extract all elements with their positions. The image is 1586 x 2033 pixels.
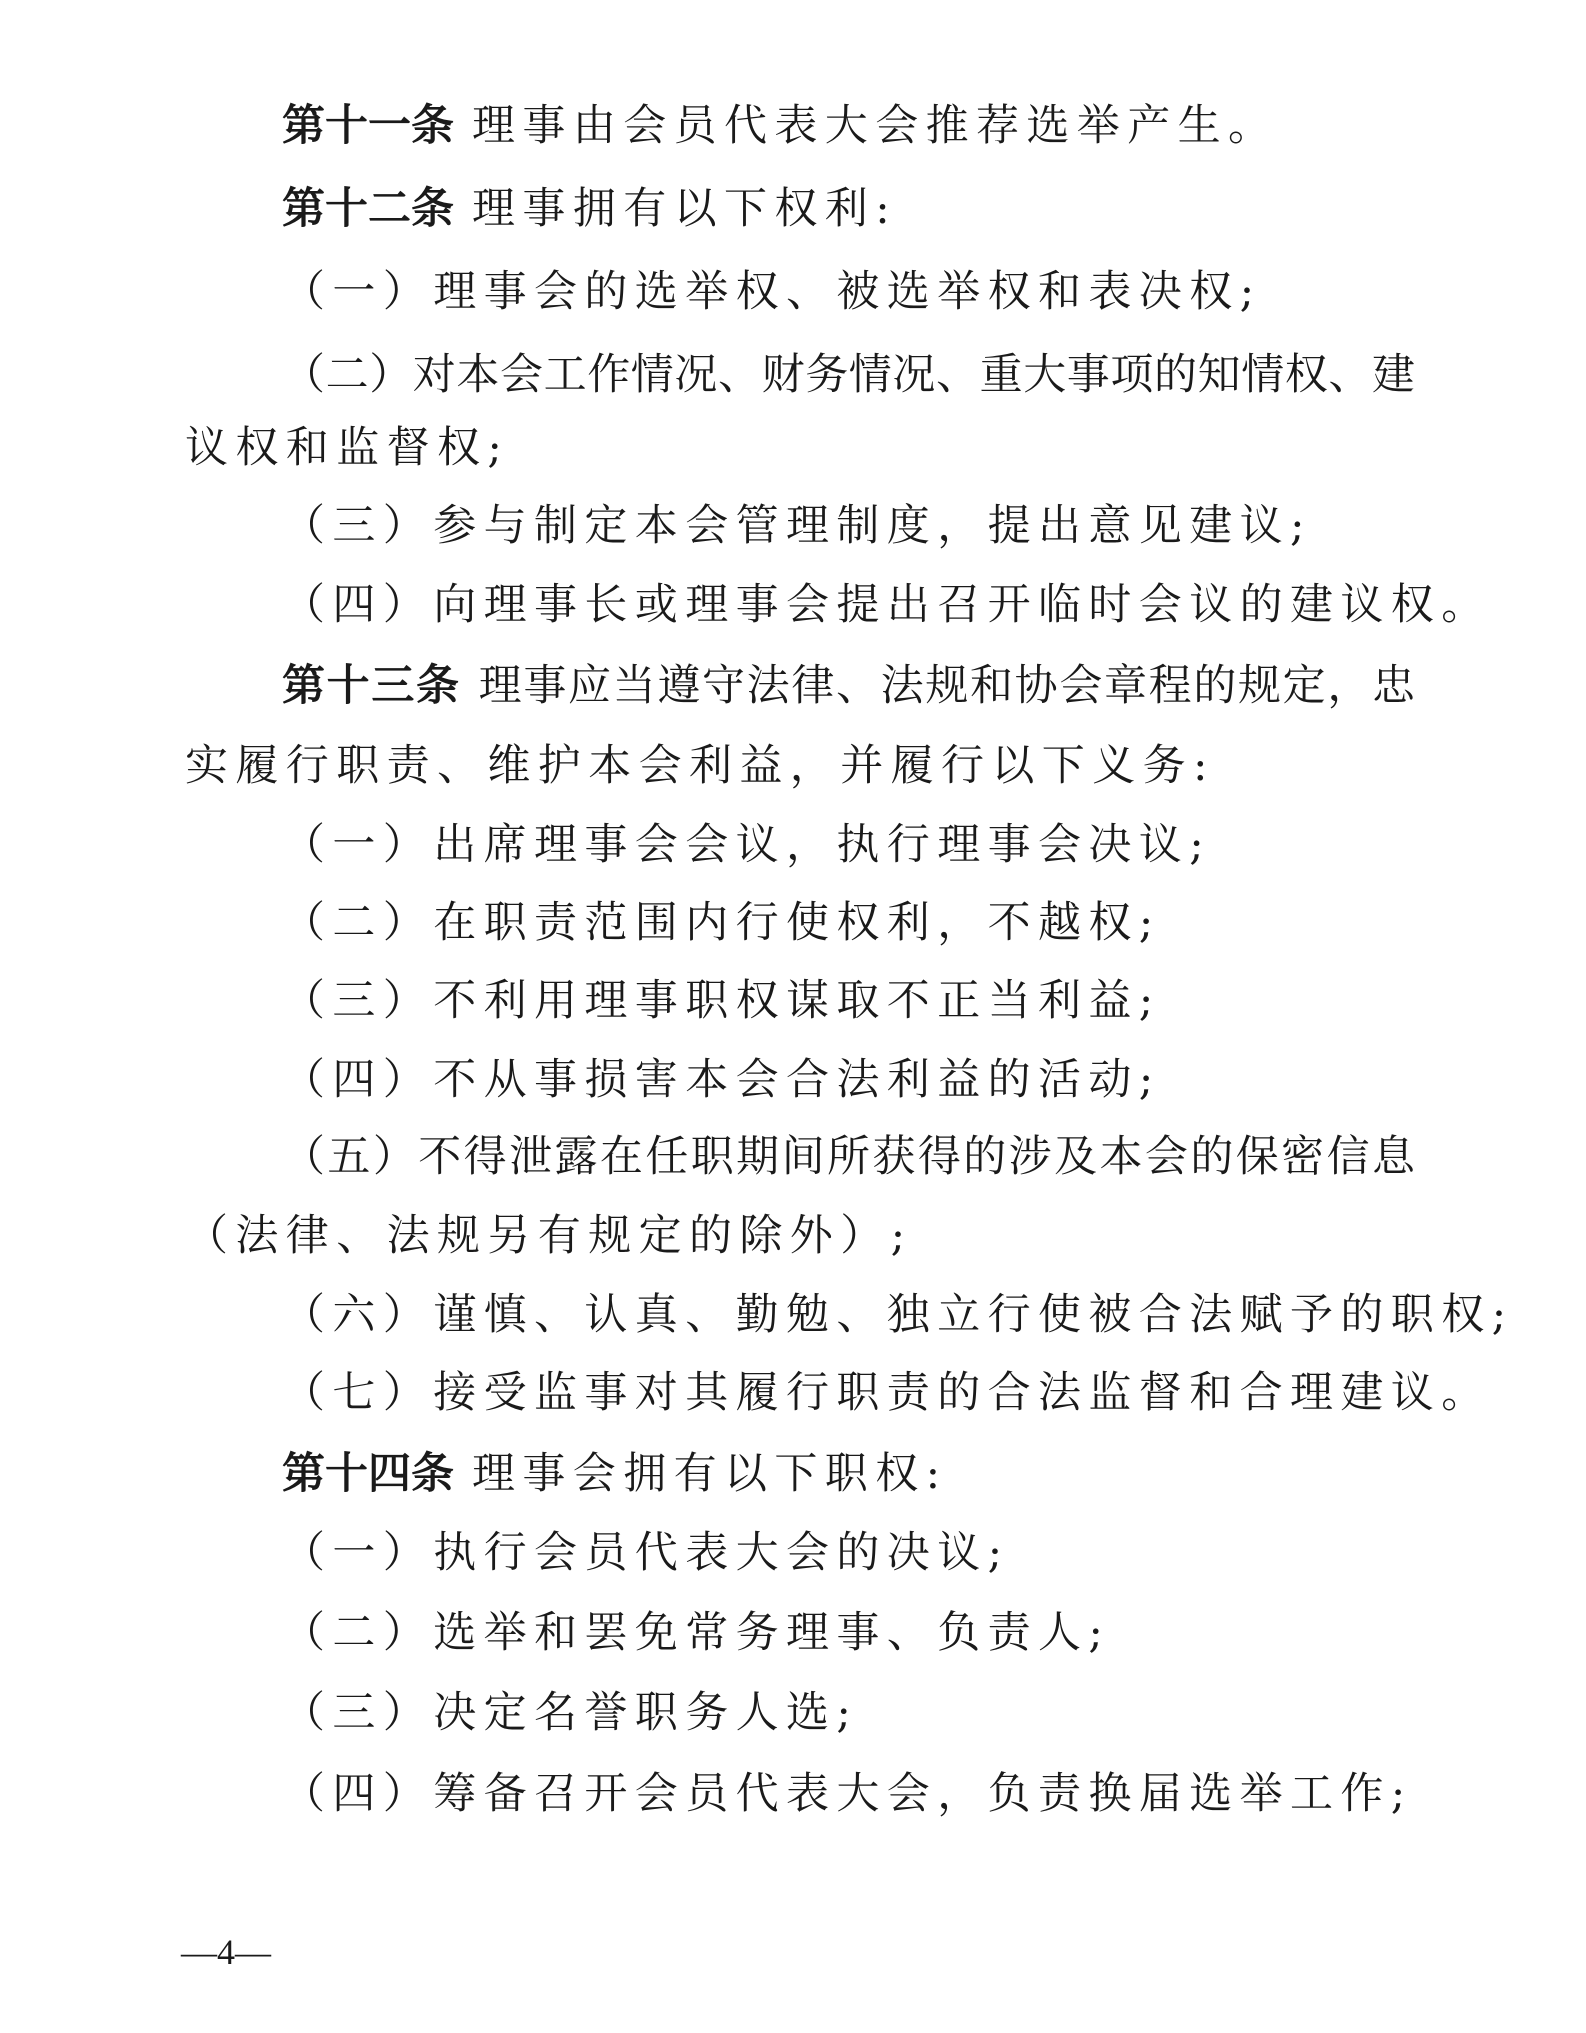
article-13 [282, 660, 1415, 712]
article-12-text: 理事拥有以下权利: [472, 184, 898, 234]
article-13-item-5-continuation: （法律、法规另有规定的除外）; [185, 1211, 913, 1261]
article-12-item-4: （四）向理事长或理事会提出召开临时会议的建议权。 [282, 580, 1492, 630]
article-13-heading: 第十三条 [282, 661, 461, 711]
page-number: —4— [181, 1932, 271, 1972]
article-12-item-1: （一）理事会的选举权、被选举权和表决权; [282, 267, 1262, 317]
article-13-continuation: 实履行职责、维护本会利益，并履行以下义务: [185, 741, 1215, 791]
article-13-item-4: （四）不从事损害本会合法利益的活动; [282, 1055, 1161, 1105]
article-11-text: 理事由会员代表大会推荐选举产生。 [472, 101, 1279, 151]
article-12-item-2: （二）对本会工作情况、财务情况、重大事项的知情权、建 [282, 350, 1415, 400]
article-14-item-1: （一）执行会员代表大会的决议; [282, 1528, 1010, 1578]
article-14-item-4: （四）筹备召开会员代表大会，负责换届选举工作; [282, 1769, 1413, 1819]
article-13-item-2: （二）在职责范围内行使权利，不越权; [282, 898, 1161, 948]
article-11 [282, 100, 1415, 152]
article-14-item-2: （二）选举和罢免常务理事、负责人; [282, 1608, 1111, 1658]
article-11-heading: 第十一条 [282, 101, 454, 151]
article-12-heading: 第十二条 [282, 184, 454, 234]
article-13-item-7: （七）接受监事对其履行职责的合法监督和合理建议。 [282, 1368, 1492, 1418]
article-14-text: 理事会拥有以下职权: [472, 1449, 948, 1499]
article-13-item-1: （一）出席理事会会议，执行理事会决议; [282, 820, 1212, 870]
article-14 [282, 1448, 1415, 1500]
article-13-item-5: （五）不得泄露在任职期间所获得的涉及本会的保密信息 [282, 1132, 1415, 1182]
article-14-heading: 第十四条 [282, 1449, 454, 1499]
article-13-text: 理事应当遵守法律、法规和协会章程的规定，忠 [478, 661, 1416, 711]
article-12-item-2-continuation: 议权和监督权; [185, 423, 510, 473]
article-14-item-3: （三）决定名誉职务人选; [282, 1688, 859, 1738]
article-13-item-6: （六）谨慎、认真、勤勉、独立行使被合法赋予的职权; [282, 1290, 1514, 1340]
article-12-item-3: （三）参与制定本会管理制度，提出意见建议; [282, 501, 1312, 551]
article-12 [282, 183, 1415, 235]
article-13-item-3: （三）不利用理事职权谋取不正当利益; [282, 976, 1161, 1026]
